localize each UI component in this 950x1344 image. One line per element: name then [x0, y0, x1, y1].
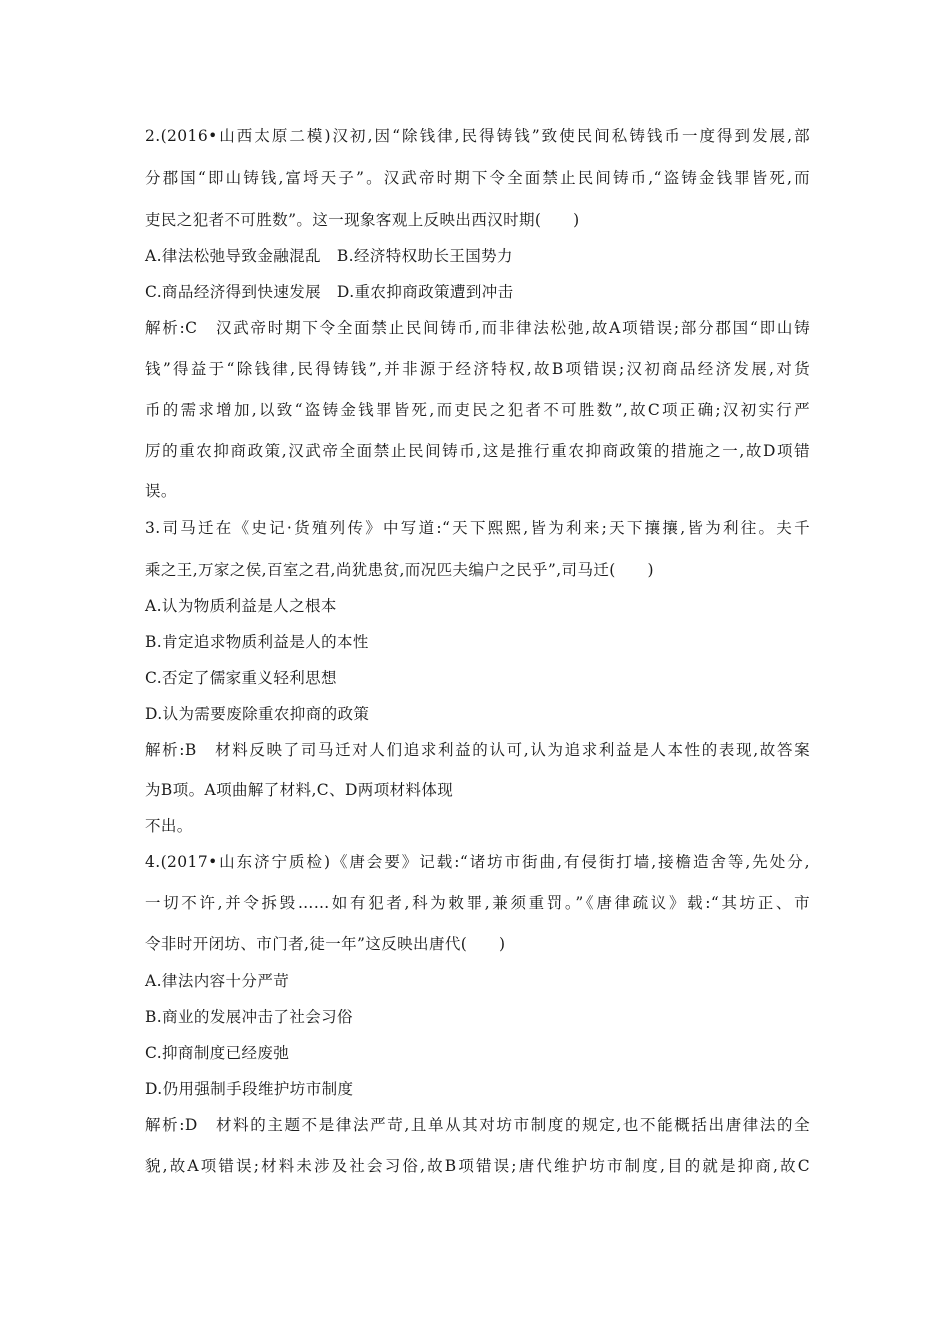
q3-stem-line-2: 乘之王,万家之侯,百室之君,尚犹患贫,而况匹夫编户之民乎”,司马迁( )	[145, 561, 654, 579]
q2-analysis-line-4: 厉的重农抑商政策,汉武帝全面禁止民间铸币,这是推行重农抑商政策的措施之一,故D项错	[145, 442, 810, 460]
q2-analysis-line-2: 钱”得益于“除钱律,民得铸钱”,并非源于经济特权,故B项错误;汉初商品经济发展,对货	[145, 360, 810, 378]
q3-option-a: A.认为物质利益是人之根本	[145, 597, 337, 615]
q3-option-c: C.否定了儒家重义轻利思想	[145, 669, 337, 687]
q3-analysis-line-3: 不出。	[145, 817, 193, 835]
q3-option-b: B.肯定追求物质利益是人的本性	[145, 633, 369, 651]
q2-stem-line-3: 吏民之犯者不可胜数”。这一现象客观上反映出西汉时期( )	[145, 211, 580, 229]
q4-analysis-line-1: 解析:D 材料的主题不是律法严苛,且单从其对坊市制度的规定,也不能概括出唐律法的全	[145, 1116, 810, 1134]
q4-stem-line-3: 令非时开闭坊、市门者,徒一年”这反映出唐代( )	[145, 935, 506, 953]
q3-stem-line-1: 3.司马迁在《史记·货殖列传》中写道:“天下熙熙,皆为利来;天下攘攘,皆为利往。夫千	[145, 519, 810, 537]
q4-analysis-line-2: 貌,故A项错误;材料未涉及社会习俗,故B项错误;唐代维护坊市制度,目的就是抑商,故C	[145, 1157, 810, 1175]
q3-analysis-line-2: 为B项。A项曲解了材料,C、D两项材料体现	[145, 781, 454, 799]
q2-analysis-line-3: 币的需求增加,以致“盗铸金钱罪皆死,而吏民之犯者不可胜数”,故C项正确;汉初实行严	[145, 401, 810, 419]
q4-option-a: A.律法内容十分严苛	[145, 972, 290, 990]
q2-stem-line-1: 2.(2016•山西太原二模)汉初,因“除钱律,民得铸钱”致使民间私铸钱币一度得到发展,部	[145, 127, 810, 145]
q2-analysis-line-1: 解析:C 汉武帝时期下令全面禁止民间铸币,而非律法松弛,故A项错误;部分郡国“即山铸	[145, 319, 810, 337]
q3-option-d: D.认为需要废除重农抑商的政策	[145, 705, 370, 723]
q4-option-b: B.商业的发展冲击了社会习俗	[145, 1008, 353, 1026]
q2-stem-line-2: 分郡国“即山铸钱,富埒天子”。汉武帝时期下令全面禁止民间铸币,“盗铸金钱罪皆死,而	[145, 169, 810, 187]
q3-analysis-line-1: 解析:B 材料反映了司马迁对人们追求利益的认可,认为追求利益是人本性的表现,故答案	[145, 741, 810, 759]
q2-option-line-cd: C.商品经济得到快速发展 D.重农抑商政策遭到冲击	[145, 283, 514, 301]
q4-option-c: C.抑商制度已经废弛	[145, 1044, 290, 1062]
q4-stem-line-1: 4.(2017•山东济宁质检)《唐会要》记载:“诸坊市街曲,有侵街打墙,接檐造舍等,先处分,	[145, 853, 810, 871]
q2-option-line-ab: A.律法松弛导致金融混乱 B.经济特权助长王国势力	[145, 247, 513, 265]
q2-analysis-line-5: 误。	[145, 482, 177, 500]
q4-option-d: D.仍用强制手段维护坊市制度	[145, 1080, 354, 1098]
q4-stem-line-2: 一切不许,并令拆毁……如有犯者,科为敕罪,兼须重罚。”《唐律疏议》载:“其坊正、市	[145, 894, 810, 912]
